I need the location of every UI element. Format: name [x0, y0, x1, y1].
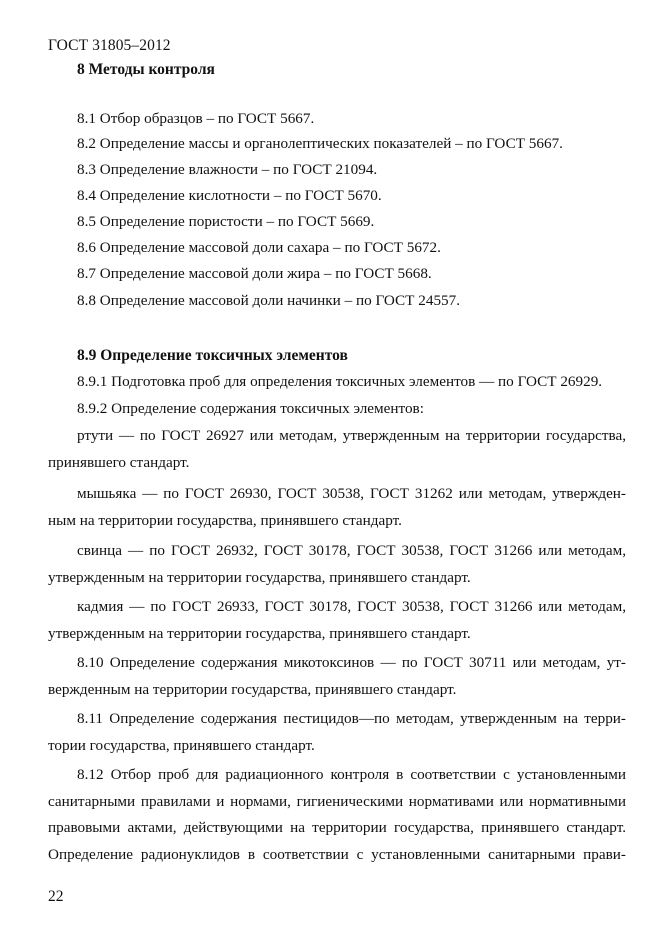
paragraph-line: тории государства, принявшего стандарт.	[48, 736, 315, 754]
paragraph-mercury	[48, 423, 626, 476]
standard-header: ГОСТ 31805–2012	[48, 37, 171, 54]
paragraph-line: санитарными правилами и нормами, гигиеническими нормативами или нормативными	[48, 792, 626, 810]
list-item-8-1: 8.1 Отбор образцов – по ГОСТ 5667.	[77, 110, 315, 127]
paragraph-line: вержденным на территории государства, принявшего стандарт.	[48, 680, 457, 698]
list-item-8-9-1: 8.9.1 Подготовка проб для определения токсичных элементов — по ГОСТ 26929.	[77, 373, 603, 390]
list-item-8-9-2: 8.9.2 Определение содержания токсичных элементов:	[77, 400, 424, 417]
list-item-8-6: 8.6 Определение массовой доли сахара – по ГОСТ 5672.	[77, 239, 441, 256]
list-item-8-5: 8.5 Определение пористости – по ГОСТ 5669.	[77, 213, 375, 230]
paragraph-line: Определение радионуклидов в соответствии с установленными санитарными прави-	[48, 845, 626, 863]
paragraph-line: мышьяка — по ГОСТ 26930, ГОСТ 30538, ГОСТ 31262 или методам, утвержден-	[77, 485, 626, 502]
list-item-8-7: 8.7 Определение массовой доли жира – по ГОСТ 5668.	[77, 265, 432, 282]
paragraph-8-10	[48, 650, 626, 703]
paragraph-line: принявшего стандарт.	[48, 453, 190, 471]
list-item-8-3: 8.3 Определение влажности – по ГОСТ 21094.	[77, 161, 378, 178]
subsection-title: 8.9 Определение токсичных элементов	[77, 347, 348, 364]
paragraph-line: кадмия — по ГОСТ 26933, ГОСТ 30178, ГОСТ 30538, ГОСТ 31266 или методам,	[77, 598, 626, 615]
paragraph-line: утвержденным на территории государства, принявшего стандарт.	[48, 624, 471, 642]
paragraph-line: правовыми актами, действующими на территории государства, принявшего стандарт.	[48, 819, 626, 836]
paragraph-line: утвержденным на территории государства, принявшего стандарт.	[48, 568, 471, 586]
paragraph-lead	[48, 538, 626, 591]
paragraph-line: ным на территории государства, принявшего стандарт.	[48, 511, 402, 529]
list-item-8-4: 8.4 Определение кислотности – по ГОСТ 5670.	[77, 187, 382, 204]
paragraph-cadmium	[48, 594, 626, 647]
list-item-8-8: 8.8 Определение массовой доли начинки – по ГОСТ 24557.	[77, 292, 461, 309]
section-title: 8 Методы контроля	[77, 61, 215, 78]
paragraph-line: 8.10 Определение содержания микотоксинов — по ГОСТ 30711 или методам, ут-	[77, 654, 626, 671]
paragraph-arsenic	[48, 481, 626, 534]
paragraph-line: ртути — по ГОСТ 26927 или методам, утвержденным на территории государства,	[77, 427, 626, 444]
paragraph-line: 8.12 Отбор проб для радиационного контроля в соответствии с установленными	[77, 766, 626, 783]
page-number: 22	[48, 888, 64, 905]
paragraph-line: свинца — по ГОСТ 26932, ГОСТ 30178, ГОСТ 30538, ГОСТ 31266 или методам,	[77, 542, 626, 559]
list-item-8-2: 8.2 Определение массы и органолептических показателей – по ГОСТ 5667.	[77, 135, 563, 152]
paragraph-line: 8.11 Определение содержания пестицидов—по методам, утвержденным на терри-	[77, 710, 626, 727]
paragraph-8-11	[48, 706, 626, 759]
paragraph-8-12	[48, 762, 626, 868]
